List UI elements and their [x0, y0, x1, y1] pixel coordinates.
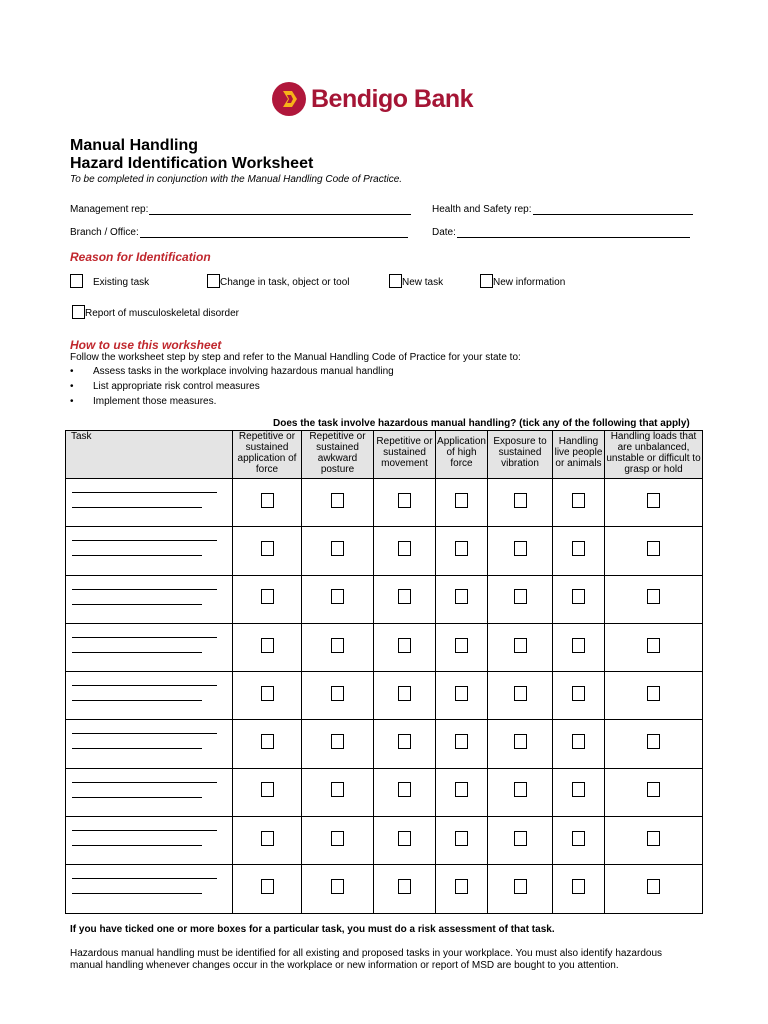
table-question: Does the task involve hazardous manual handling? (tick any of the following that apply)	[273, 418, 690, 429]
task-entry-line[interactable]	[72, 685, 217, 686]
new-information-checkbox[interactable]	[480, 274, 493, 288]
hazard-cell	[605, 479, 703, 527]
page-subtitle: To be completed in conjunction with the Manual Handling Code of Practice.	[70, 174, 403, 185]
hazard-cell	[553, 720, 605, 768]
task-entry-line[interactable]	[72, 604, 202, 605]
how-to-bullet	[70, 366, 394, 377]
hazard-checkbox[interactable]	[455, 686, 468, 701]
new-task-checkbox[interactable]	[389, 274, 402, 288]
column-header: Repetitive or sustained application of force	[233, 431, 302, 479]
reason-option-new-info[interactable]	[480, 274, 565, 288]
hazard-checkbox[interactable]	[572, 782, 585, 797]
hazard-cell	[374, 865, 436, 913]
branch-office-line[interactable]	[140, 227, 408, 238]
column-header: Handling loads that are unbalanced, unstable or difficult to grasp or hold	[605, 431, 703, 479]
hazard-checkbox[interactable]	[455, 493, 468, 508]
hazard-cell	[553, 527, 605, 575]
hazard-checkbox[interactable]	[455, 638, 468, 653]
existing-task-label: Existing task	[93, 277, 150, 288]
how-to-bullet	[70, 396, 216, 407]
task-entry-line[interactable]	[72, 797, 202, 798]
hazard-checkbox[interactable]	[647, 686, 660, 701]
hazard-cell	[488, 720, 553, 768]
column-header: Handling live people or animals	[553, 431, 605, 479]
hazard-checkbox[interactable]	[647, 782, 660, 797]
branch-office-field[interactable]	[70, 227, 408, 238]
hazard-checkbox[interactable]	[398, 589, 411, 604]
task-entry-line[interactable]	[72, 589, 217, 590]
task-entry-line[interactable]	[72, 782, 217, 783]
msd-report-checkbox[interactable]	[72, 305, 85, 319]
hazard-cell	[233, 479, 302, 527]
management-rep-field[interactable]	[70, 204, 411, 215]
hazard-checkbox[interactable]	[398, 493, 411, 508]
task-cell[interactable]	[66, 768, 233, 816]
column-header: Exposure to sustained vibration	[488, 431, 553, 479]
task-cell[interactable]	[66, 720, 233, 768]
task-cell[interactable]	[66, 817, 233, 865]
hazard-cell	[302, 623, 374, 671]
table-row	[66, 672, 703, 720]
hazard-cell	[605, 527, 703, 575]
task-cell[interactable]	[66, 479, 233, 527]
hazard-checkbox[interactable]	[331, 686, 344, 701]
date-field[interactable]	[432, 227, 690, 238]
hazard-checkbox[interactable]	[572, 638, 585, 653]
hazard-checkbox[interactable]	[455, 541, 468, 556]
hazard-cell	[374, 575, 436, 623]
hazard-cell	[233, 672, 302, 720]
column-header: Repetitive or sustained movement	[374, 431, 436, 479]
hazard-cell	[233, 623, 302, 671]
table-row	[66, 527, 703, 575]
task-column-header: Task	[66, 431, 233, 479]
hazard-cell	[436, 817, 488, 865]
hazard-checkbox[interactable]	[261, 831, 274, 846]
bullet-dot-icon: •	[70, 366, 74, 377]
hazard-checkbox[interactable]	[331, 541, 344, 556]
hazard-checkbox[interactable]	[514, 493, 527, 508]
task-cell[interactable]	[66, 672, 233, 720]
hazard-cell	[488, 479, 553, 527]
hazard-cell	[605, 817, 703, 865]
brand-logo	[272, 82, 473, 116]
hazard-checkbox[interactable]	[572, 541, 585, 556]
hazard-cell	[605, 672, 703, 720]
table-row	[66, 623, 703, 671]
hazard-cell	[302, 768, 374, 816]
hazard-cell	[553, 768, 605, 816]
hazard-checkbox[interactable]	[455, 879, 468, 894]
hazard-cell	[488, 575, 553, 623]
hazard-cell	[302, 575, 374, 623]
how-to-bullet	[70, 381, 260, 392]
hazard-checkbox[interactable]	[455, 831, 468, 846]
hazard-cell	[436, 768, 488, 816]
hazard-checkbox[interactable]	[261, 782, 274, 797]
hazard-checkbox[interactable]	[261, 686, 274, 701]
branch-office-label: Branch / Office:	[70, 227, 139, 238]
hazard-cell	[436, 720, 488, 768]
hazard-cell	[488, 817, 553, 865]
hazard-checkbox[interactable]	[572, 734, 585, 749]
task-entry-line[interactable]	[72, 492, 217, 493]
hazard-checkbox[interactable]	[331, 638, 344, 653]
hazard-checkbox[interactable]	[572, 589, 585, 604]
hazard-checkbox[interactable]	[647, 541, 660, 556]
hazard-cell	[233, 527, 302, 575]
hazard-checkbox[interactable]	[572, 493, 585, 508]
new-task-label: New task	[402, 277, 444, 288]
hazard-cell	[605, 865, 703, 913]
change-task-checkbox[interactable]	[207, 274, 220, 288]
hazard-cell	[374, 672, 436, 720]
hazard-checkbox[interactable]	[647, 589, 660, 604]
bullet-dot-icon: •	[70, 381, 74, 392]
bullet-dot-icon: •	[70, 396, 74, 407]
task-entry-line[interactable]	[72, 700, 202, 701]
hazard-checkbox[interactable]	[514, 879, 527, 894]
hazard-checkbox[interactable]	[331, 831, 344, 846]
hazard-checkbox[interactable]	[647, 493, 660, 508]
reason-option-new-task[interactable]	[389, 274, 443, 288]
hazard-cell	[488, 527, 553, 575]
hazard-cell	[488, 672, 553, 720]
page-title-line2: Hazard Identification Worksheet	[70, 155, 314, 172]
hazard-checkbox[interactable]	[331, 879, 344, 894]
hazard-checkbox[interactable]	[455, 734, 468, 749]
table-row	[66, 720, 703, 768]
hazard-checkbox[interactable]	[514, 686, 527, 701]
hazard-cell	[605, 720, 703, 768]
task-entry-line[interactable]	[72, 845, 202, 846]
column-header: Application of high force	[436, 431, 488, 479]
hazard-checkbox[interactable]	[398, 686, 411, 701]
date-line[interactable]	[457, 227, 690, 238]
task-entry-line[interactable]	[72, 733, 217, 734]
brand-name: Bendigo Bank	[311, 84, 474, 113]
hazard-cell	[374, 720, 436, 768]
hazard-checkbox[interactable]	[572, 831, 585, 846]
task-cell[interactable]	[66, 527, 233, 575]
existing-task-checkbox[interactable]	[70, 274, 83, 288]
hazard-checkbox[interactable]	[261, 541, 274, 556]
hazard-cell	[605, 768, 703, 816]
hazard-cell	[233, 865, 302, 913]
hazard-cell	[488, 865, 553, 913]
hazard-cell	[233, 817, 302, 865]
hazard-cell	[374, 623, 436, 671]
table-row	[66, 768, 703, 816]
hazard-cell	[302, 672, 374, 720]
hazard-checkbox[interactable]	[398, 782, 411, 797]
bullet-text: Implement those measures.	[93, 396, 217, 407]
hazard-checkbox[interactable]	[572, 686, 585, 701]
hazard-checkbox[interactable]	[514, 782, 527, 797]
management-rep-line[interactable]	[149, 204, 411, 215]
hazard-checkbox[interactable]	[514, 589, 527, 604]
reason-option-change[interactable]	[207, 274, 350, 288]
hazard-table	[65, 430, 703, 914]
hazard-cell	[553, 672, 605, 720]
task-entry-line[interactable]	[72, 540, 217, 541]
hazard-cell	[374, 479, 436, 527]
hazard-checkbox[interactable]	[455, 589, 468, 604]
column-header: Repetitive or sustained awkward posture	[302, 431, 374, 479]
how-to-heading: How to use this worksheet	[70, 338, 222, 352]
health-safety-rep-field[interactable]	[432, 204, 693, 215]
hazard-checkbox[interactable]	[514, 638, 527, 653]
hazard-cell	[374, 768, 436, 816]
hazard-cell	[436, 527, 488, 575]
hazard-cell	[553, 575, 605, 623]
task-entry-line[interactable]	[72, 555, 202, 556]
table-row	[66, 479, 703, 527]
hazard-cell	[605, 623, 703, 671]
hazard-cell	[488, 768, 553, 816]
table-row	[66, 575, 703, 623]
page-title-line1: Manual Handling	[70, 137, 198, 154]
hazard-cell	[374, 527, 436, 575]
hazard-checkbox[interactable]	[261, 589, 274, 604]
task-entry-line[interactable]	[72, 830, 217, 831]
table-header-row	[66, 431, 703, 479]
bullet-text: List appropriate risk control measures	[93, 381, 260, 392]
footer-paragraph-line2: manual handling whenever changes occur in the workplace or new information or report of MSD are bought to you attention.	[70, 960, 619, 971]
hazard-checkbox[interactable]	[331, 589, 344, 604]
hazard-cell	[553, 865, 605, 913]
hazard-cell	[436, 672, 488, 720]
reason-heading: Reason for Identification	[70, 250, 211, 264]
hazard-cell	[302, 720, 374, 768]
task-entry-line[interactable]	[72, 637, 217, 638]
hazard-checkbox[interactable]	[398, 879, 411, 894]
hazard-cell	[553, 623, 605, 671]
hazard-cell	[302, 527, 374, 575]
hazard-checkbox[interactable]	[261, 638, 274, 653]
hazard-cell	[553, 479, 605, 527]
bendigo-logo-icon	[272, 82, 306, 116]
bullet-text: Assess tasks in the workplace involving hazardous manual handling	[93, 366, 394, 377]
change-task-label: Change in task, object or tool	[220, 277, 350, 288]
hazard-cell	[553, 817, 605, 865]
hazard-cell	[436, 575, 488, 623]
hazard-checkbox[interactable]	[398, 541, 411, 556]
date-label: Date:	[432, 227, 456, 238]
hazard-checkbox[interactable]	[647, 879, 660, 894]
task-cell[interactable]	[66, 575, 233, 623]
footer-instruction: If you have ticked one or more boxes for a particular task, you must do a risk assessment of that task.	[70, 924, 555, 935]
hazard-cell	[302, 479, 374, 527]
management-rep-label: Management rep:	[70, 204, 149, 215]
how-to-intro: Follow the worksheet step by step and refer to the Manual Handling Code of Practice for your state to:	[70, 352, 521, 363]
hazard-cell	[233, 720, 302, 768]
hazard-cell	[233, 768, 302, 816]
task-entry-line[interactable]	[72, 893, 202, 894]
hazard-checkbox[interactable]	[331, 734, 344, 749]
hazard-checkbox[interactable]	[331, 493, 344, 508]
hazard-cell	[233, 575, 302, 623]
hazard-cell	[302, 817, 374, 865]
hazard-checkbox[interactable]	[261, 493, 274, 508]
health-safety-rep-line[interactable]	[533, 204, 693, 215]
hazard-cell	[436, 479, 488, 527]
hazard-checkbox[interactable]	[261, 879, 274, 894]
hazard-checkbox[interactable]	[398, 734, 411, 749]
hazard-checkbox[interactable]	[647, 831, 660, 846]
hazard-cell	[488, 623, 553, 671]
hazard-cell	[436, 623, 488, 671]
table-row	[66, 865, 703, 913]
hazard-cell	[374, 817, 436, 865]
hazard-cell	[605, 575, 703, 623]
hazard-checkbox[interactable]	[398, 831, 411, 846]
hazard-cell	[302, 865, 374, 913]
task-entry-line[interactable]	[72, 748, 202, 749]
task-entry-line[interactable]	[72, 507, 202, 508]
msd-report-label: Report of musculoskeletal disorder	[85, 308, 239, 319]
task-cell[interactable]	[66, 623, 233, 671]
hazard-checkbox[interactable]	[514, 734, 527, 749]
reason-option-msd[interactable]	[72, 305, 239, 319]
reason-option-existing[interactable]	[70, 274, 149, 288]
task-cell[interactable]	[66, 865, 233, 913]
hazard-checkbox[interactable]	[398, 638, 411, 653]
hazard-checkbox[interactable]	[514, 831, 527, 846]
new-information-label: New information	[493, 277, 566, 288]
task-entry-line[interactable]	[72, 878, 217, 879]
footer-paragraph-line1: Hazardous manual handling must be identified for all existing and proposed tasks in your workplace. You must also identify hazardous	[70, 948, 663, 959]
hazard-checkbox[interactable]	[572, 879, 585, 894]
hazard-checkbox[interactable]	[514, 541, 527, 556]
table-row	[66, 817, 703, 865]
hazard-checkbox[interactable]	[261, 734, 274, 749]
hazard-checkbox[interactable]	[455, 782, 468, 797]
hazard-checkbox[interactable]	[647, 734, 660, 749]
hazard-checkbox[interactable]	[647, 638, 660, 653]
task-entry-line[interactable]	[72, 652, 202, 653]
hazard-cell	[436, 865, 488, 913]
hazard-checkbox[interactable]	[331, 782, 344, 797]
health-safety-rep-label: Health and Safety rep:	[432, 204, 532, 215]
